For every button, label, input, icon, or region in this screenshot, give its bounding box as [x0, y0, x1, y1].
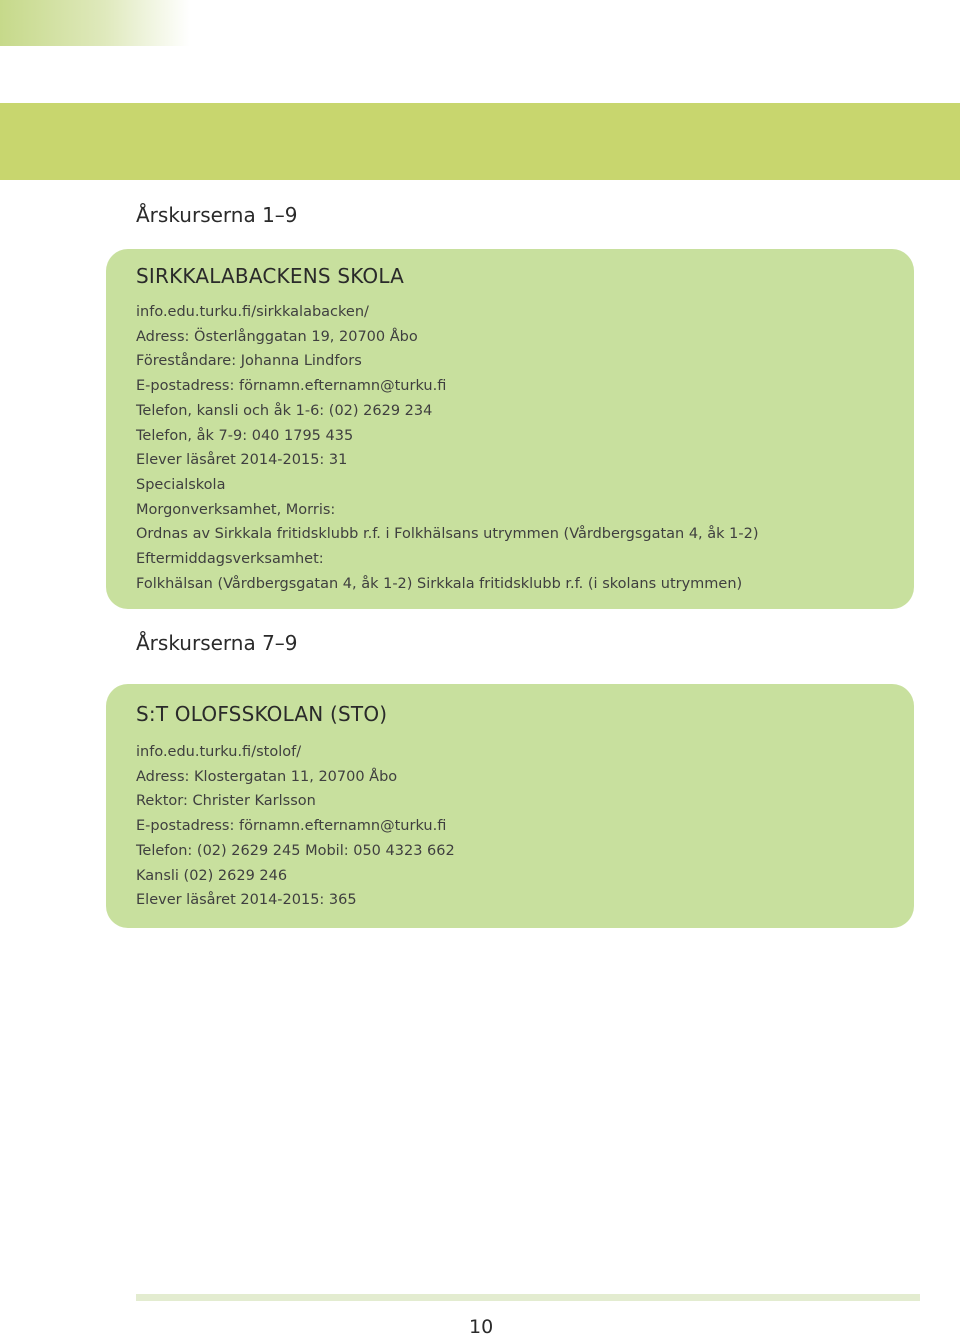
- morning-activity-detail: Ordnas av Sirkkala fritidsklubb r.f. i Folkhälsans utrymmen (Vårdbergsgatan 4, åk 1-2): [136, 526, 759, 543]
- school-type: Specialskola: [136, 476, 226, 493]
- school-address: Adress: Klostergatan 11, 20700 Åbo: [136, 768, 398, 785]
- school-student-count: Elever läsåret 2014-2015: 31: [136, 452, 348, 469]
- school-phone-grades-7-9: Telefon, åk 7-9: 040 1795 435: [136, 427, 354, 444]
- school-card-st-olofsskolan: [106, 684, 914, 928]
- school-email[interactable]: E-postadress: förnamn.efternamn@turku.fi: [136, 818, 447, 835]
- section-heading-grades-1-9: Årskurserna 1–9: [136, 203, 298, 227]
- school-info-list: [136, 740, 914, 913]
- school-email[interactable]: E-postadress: förnamn.efternamn@turku.fi: [136, 378, 447, 395]
- footer-rule: [136, 1294, 920, 1301]
- afternoon-activity-label: Eftermiddagsverksamhet:: [136, 551, 324, 568]
- school-student-count: Elever läsåret 2014-2015: 365: [136, 892, 357, 909]
- school-info-list: [136, 300, 914, 596]
- header-color-band: [0, 103, 960, 180]
- school-card-sirkkalabackens: [106, 249, 914, 609]
- school-website-link[interactable]: info.edu.turku.fi/sirkkalabacken/: [136, 304, 369, 320]
- section-heading-grades-7-9: Årskurserna 7–9: [136, 631, 298, 655]
- school-office-phone: Kansli (02) 2629 246: [136, 867, 288, 884]
- morning-activity-label: Morgonverksamhet, Morris:: [136, 501, 336, 518]
- school-name: SIRKKALABACKENS SKOLA: [136, 264, 405, 288]
- school-principal: Föreståndare: Johanna Lindfors: [136, 353, 362, 370]
- school-address: Adress: Österlånggatan 19, 20700 Åbo: [136, 328, 418, 345]
- afternoon-activity-detail: Folkhälsan (Vårdbergsgatan 4, åk 1-2) Sirkkala fritidsklubb r.f. (i skolans utrymmen): [136, 575, 743, 592]
- school-website-link[interactable]: info.edu.turku.fi/stolof/: [136, 744, 302, 760]
- school-phone: Telefon: (02) 2629 245 Mobil: 050 4323 662: [136, 842, 455, 859]
- school-principal: Rektor: Christer Karlsson: [136, 793, 316, 810]
- corner-gradient-decoration: [0, 0, 190, 46]
- school-phone-office: Telefon, kansli och åk 1-6: (02) 2629 234: [136, 402, 433, 419]
- page-number: 10: [469, 1316, 494, 1338]
- school-name: S:T OLOFSSKOLAN (STO): [136, 702, 388, 726]
